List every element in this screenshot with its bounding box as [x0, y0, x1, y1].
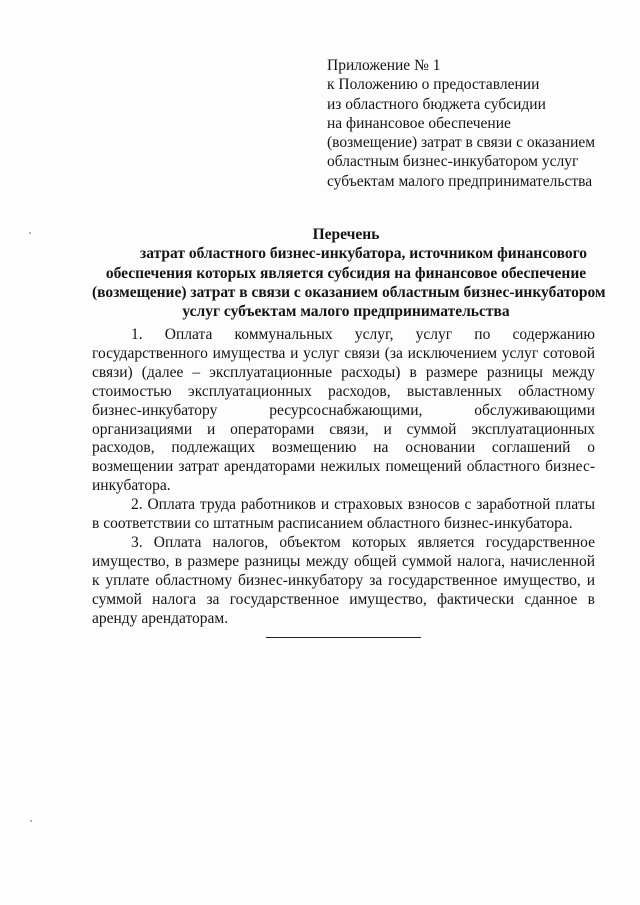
- scan-speck: [30, 820, 32, 822]
- appendix-line: областным бизнес-инкубатором услуг: [327, 153, 579, 171]
- appendix-line: Приложение № 1: [327, 57, 441, 74]
- title-line: обеспечения которых является субсидия на финансовое обеспечение: [105, 264, 587, 282]
- scan-speck: [29, 232, 31, 234]
- title-heading: Перечень: [312, 226, 380, 243]
- appendix-line: субъектам малого предпринимательства: [327, 172, 593, 190]
- list-item: 1. Оплата коммунальных услуг, услуг по содержанию государственного имущества и услуг связи (за исключением услуг сотовой связи) (далее – эксплуатационные расходы) в размере разницы между стоимостью эксплуатационных расходов, выставленных областному бизнес-инкубатору ресурсоснабжающими, обслуживающими организациями и операторами связи, и суммой эксплуатационных расходов, подлежащих возмещению на основании соглашений о возмещении затрат арендаторами нежилых помещений областного бизнес-инкубатора.: [92, 326, 595, 495]
- end-divider: [266, 637, 421, 638]
- title-line: затрат областного бизнес-инкубатора, источником финансового: [140, 245, 588, 263]
- appendix-line: (возмещение) затрат в связи с оказанием: [327, 134, 596, 152]
- appendix-header: [327, 56, 627, 191]
- appendix-line: на финансовое обеспечение: [327, 114, 511, 132]
- title-line: (возмещение) затрат в связи с оказанием областным бизнес-инкубатором: [92, 283, 606, 301]
- title-line: услуг субъектам малого предпринимательства: [182, 303, 510, 321]
- document-body: [92, 326, 595, 629]
- appendix-line: из областного бюджета субсидии: [327, 95, 546, 113]
- list-item: 3. Оплата налогов, объектом которых является государственное имущество, в размере разницы между общей суммой налога, начисленной к уплате областному бизнес-инкубатору за государственное имущество, и суммой налога за государственное имущество, фактически сданное в аренду арендаторам.: [92, 533, 595, 627]
- document-title: [92, 225, 606, 321]
- appendix-line: к Положению о предоставлении: [327, 76, 540, 94]
- list-item: 2. Оплата труда работников и страховых взносов с заработной платы в соответствии со штатным расписанием областного бизнес-инкубатора.: [92, 496, 595, 533]
